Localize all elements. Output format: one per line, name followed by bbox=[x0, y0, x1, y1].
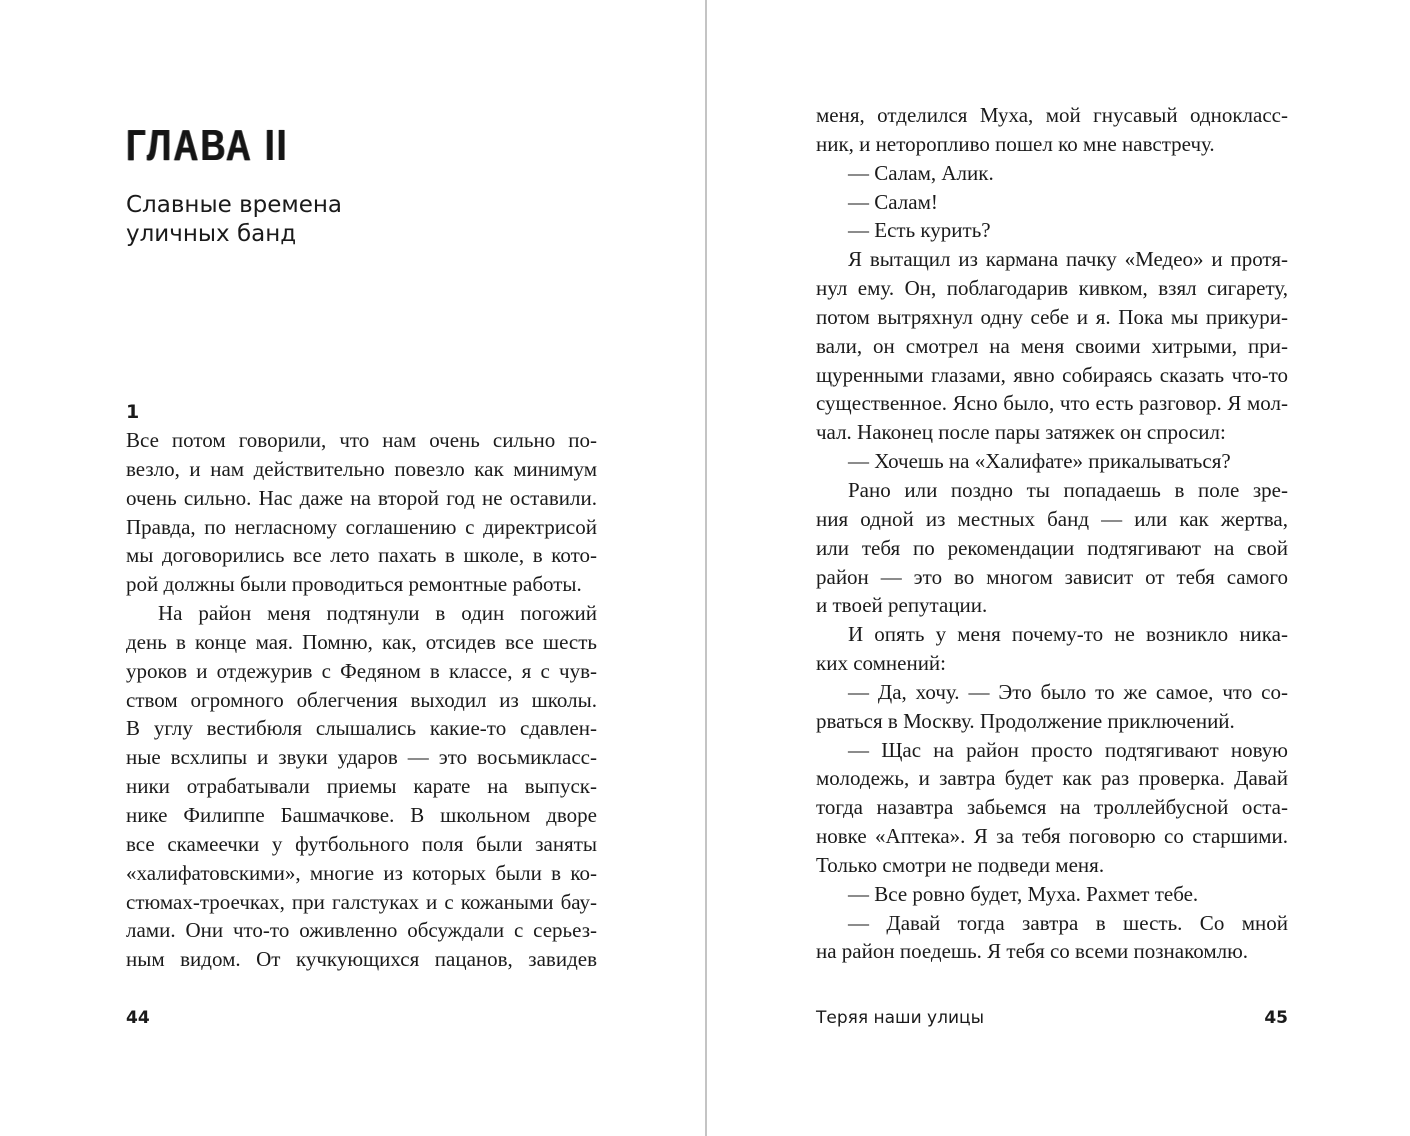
text-line: район — это во многом зависит от тебя самого bbox=[816, 564, 1288, 589]
text-line: вали, он смотрел на меня своими хитрыми, при- bbox=[816, 333, 1288, 358]
text-line: существенное. Ясно было, что есть разговор. Я мол- bbox=[816, 391, 1288, 416]
text-line: везло, и нам действительно повезло как минимум bbox=[126, 456, 597, 481]
text-line: «халифатовскими», многие из которых были в ко- bbox=[126, 860, 597, 885]
text-line: ством огромного облегчения выходил из школы. bbox=[126, 687, 597, 712]
text-line: уроков и отдежурив с Федяном в классе, я с чув- bbox=[126, 658, 597, 683]
text-line: На район меня подтянули в один погожий bbox=[158, 601, 597, 626]
text-line: Рано или поздно ты попадаешь в поле зре- bbox=[848, 477, 1288, 502]
text-line: новке «Аптека». Я за тебя поговорю со старшими. bbox=[816, 824, 1288, 849]
text-line: Только смотри не подведи меня. bbox=[816, 852, 1105, 877]
section-number: 1 bbox=[126, 401, 140, 423]
text-line: молодежь, и завтра будет как раз проверка. Давай bbox=[816, 766, 1288, 791]
text-line: ники отрабатывали приемы карате на выпуск- bbox=[126, 774, 597, 799]
right-page-body-text bbox=[816, 101, 1288, 966]
text-line: — Хочешь на «Халифате» прикалываться? bbox=[848, 449, 1231, 474]
text-line: — Есть курить? bbox=[848, 218, 991, 243]
text-line: стюмах-троечках, при галстуках и с кожаными бау- bbox=[126, 889, 597, 914]
text-line: нике Филиппе Башмачкове. В школьном дворе bbox=[126, 802, 597, 827]
text-line: рой должны были проводиться ремонтные работы. bbox=[126, 572, 582, 597]
text-line: ник, и неторопливо пошел ко мне навстречу. bbox=[816, 131, 1215, 156]
text-line: и твоей репутации. bbox=[816, 593, 988, 618]
text-line: В углу вестибюля слышались какие-то сдавлен- bbox=[126, 716, 597, 741]
text-line: чал. Наконец после пары затяжек он спросил: bbox=[816, 420, 1226, 445]
text-line: рваться в Москву. Продолжение приключений. bbox=[816, 708, 1235, 733]
text-line: — Все ровно будет, Муха. Рахмет тебе. bbox=[848, 881, 1199, 906]
text-line: — Да, хочу. — Это было то же самое, что со- bbox=[848, 679, 1288, 704]
text-line: — Салам, Алик. bbox=[848, 160, 994, 185]
chapter-subtitle-line: Славные времена bbox=[126, 192, 343, 218]
page-number-left: 44 bbox=[126, 1008, 150, 1028]
text-line: или тебя по рекомендации подтягивают на свой bbox=[816, 535, 1288, 560]
text-line: день в конце мая. Помню, как, отсидев все шесть bbox=[126, 629, 597, 654]
text-line: Все потом говорили, что нам очень сильно по- bbox=[126, 428, 597, 452]
text-line: щуренными глазами, явно собираясь сказать что-то bbox=[816, 362, 1288, 387]
chapter-title: ГЛАВА II bbox=[126, 121, 289, 170]
text-line: — Щас на район просто подтягивают новую bbox=[848, 737, 1288, 762]
text-line: ких сомнений: bbox=[816, 651, 947, 676]
text-line: мы договорились все лето пахать в школе, в кото- bbox=[126, 543, 597, 568]
text-line: лами. Они что-то оживленно обсуждали с серьез- bbox=[126, 918, 597, 943]
text-line: все скамеечки у футбольного поля были заняты bbox=[126, 831, 597, 856]
text-line: — Салам! bbox=[848, 189, 938, 214]
text-line: тогда назавтра забьемся на троллейбусной оста- bbox=[816, 795, 1288, 820]
text-line: на район поедешь. Я тебя со всеми познакомлю. bbox=[816, 939, 1249, 964]
text-line: меня, отделился Муха, мой гнусавый однокласс- bbox=[816, 103, 1288, 127]
text-line: нул ему. Он, поблагодарив кивком, взял сигарету, bbox=[816, 276, 1288, 301]
text-line: Я вытащил из кармана пачку «Медео» и протя- bbox=[848, 247, 1288, 272]
text-line: Правда, по негласному соглашению с директрисой bbox=[126, 514, 597, 539]
running-head: Теряя наши улицы bbox=[816, 1008, 984, 1028]
text-line: — Давай тогда завтра в шесть. Со мной bbox=[848, 910, 1288, 935]
page-number-right: 45 bbox=[1264, 1008, 1288, 1028]
text-line: ния одной из местных банд — или как жертва, bbox=[816, 506, 1288, 531]
chapter-subtitle-line: уличных банд bbox=[126, 221, 297, 247]
left-page-body-text bbox=[126, 426, 597, 974]
right-page bbox=[707, 0, 1410, 1136]
text-line: И опять у меня почему-то не возникло ника- bbox=[848, 622, 1288, 647]
text-line: очень сильно. Нас даже на второй год не оставили. bbox=[126, 485, 597, 510]
text-line: ным видом. От кучкующихся пацанов, завидев bbox=[126, 947, 597, 972]
text-line: потом вытряхнул одну себе и я. Пока мы прикури- bbox=[816, 304, 1288, 329]
text-line: ные всхлипы и звуки ударов — это восьмикласс- bbox=[126, 745, 597, 770]
chapter-subtitle bbox=[126, 191, 526, 249]
